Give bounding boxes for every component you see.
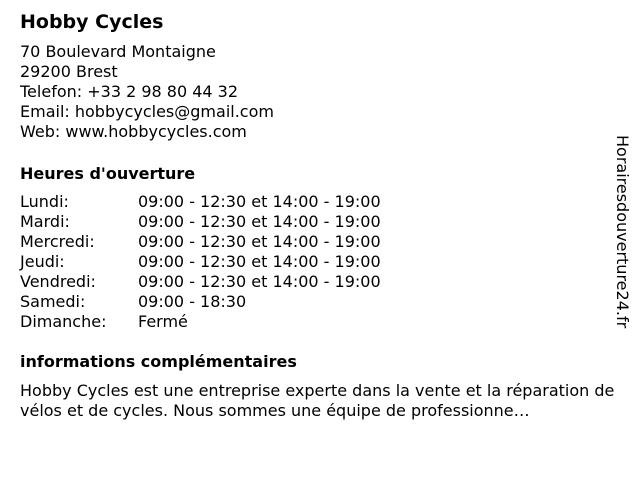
hours-row-friday [20,272,610,292]
info-title: informations complémentaires [20,352,297,371]
info-description: Hobby Cycles est une entreprise experte dans la vente et la réparation de vélos et de cycles. Nous sommes une équipe de professionne… [20,381,615,420]
hours-row-thursday [20,252,610,272]
day-hours: 09:00 - 12:30 et 14:00 - 19:00 [138,272,381,291]
hours-row-tuesday [20,212,610,232]
hours-title: Heures d'ouverture [20,164,196,183]
day-label: Vendredi: [20,272,96,291]
day-hours: 09:00 - 18:30 [138,292,247,311]
day-hours: 09:00 - 12:30 et 14:00 - 19:00 [138,212,381,231]
hours-row-saturday [20,292,610,312]
day-hours: Fermé [138,312,188,331]
business-card [20,10,615,421]
day-hours: 09:00 - 12:30 et 14:00 - 19:00 [138,252,381,271]
hours-row-monday [20,192,610,212]
business-name: Hobby Cycles [20,11,164,33]
address-city: 29200 Brest [20,62,118,81]
day-label: Dimanche: [20,312,107,331]
hours-row-wednesday [20,232,610,252]
day-label: Samedi: [20,292,86,311]
day-label: Lundi: [20,192,69,211]
email-line: Email: hobbycycles@gmail.com [20,102,274,121]
web-line: Web: www.hobbycycles.com [20,122,247,141]
phone-line: Telefon: +33 2 98 80 44 32 [20,82,239,101]
day-label: Mardi: [20,212,70,231]
day-label: Mercredi: [20,232,95,251]
day-label: Jeudi: [20,252,65,271]
day-hours: 09:00 - 12:30 et 14:00 - 19:00 [138,192,381,211]
address-street: 70 Boulevard Montaigne [20,42,216,61]
day-hours: 09:00 - 12:30 et 14:00 - 19:00 [138,232,381,251]
site-watermark: Horairesdouverture24.fr [613,135,632,329]
hours-table [20,192,610,332]
hours-row-sunday [20,312,610,332]
